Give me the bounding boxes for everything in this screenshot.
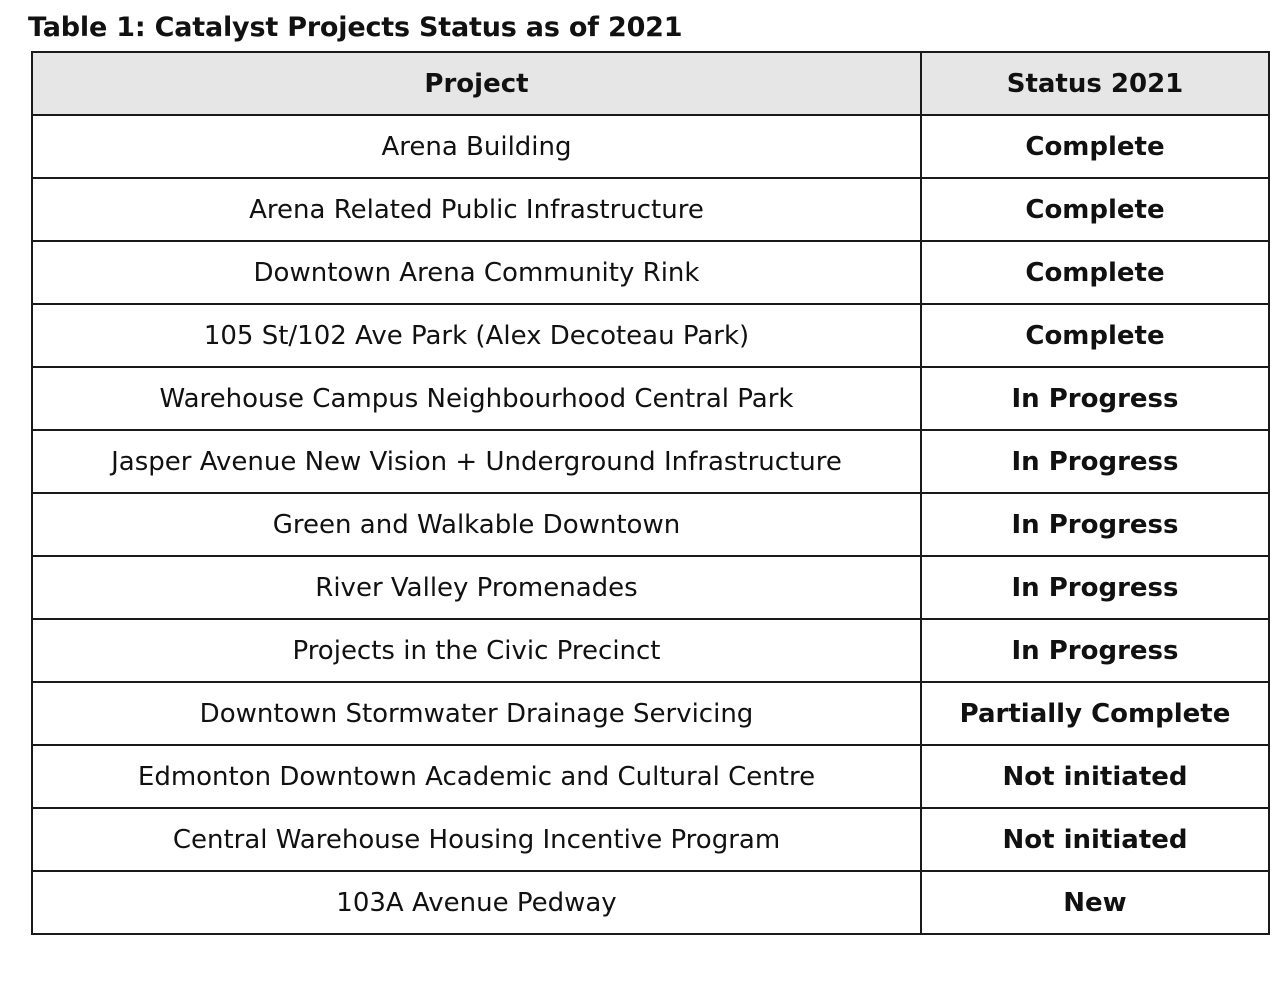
table-row xyxy=(32,745,1269,808)
status-cell: In Progress xyxy=(921,367,1269,430)
table-row xyxy=(32,178,1269,241)
status-cell: Complete xyxy=(921,241,1269,304)
status-cell: New xyxy=(921,871,1269,934)
status-cell: Complete xyxy=(921,178,1269,241)
project-cell: Jasper Avenue New Vision + Underground Infrastructure xyxy=(32,430,921,493)
project-cell: 103A Avenue Pedway xyxy=(32,871,921,934)
project-cell: River Valley Promenades xyxy=(32,556,921,619)
project-cell: Downtown Stormwater Drainage Servicing xyxy=(32,682,921,745)
table-row xyxy=(32,808,1269,871)
table-caption: Table 1: Catalyst Projects Status as of 2021 xyxy=(28,12,683,43)
table-row xyxy=(32,619,1269,682)
status-cell: In Progress xyxy=(921,556,1269,619)
column-header-project: Project xyxy=(32,52,921,115)
status-cell: Complete xyxy=(921,115,1269,178)
table-row xyxy=(32,493,1269,556)
table-row xyxy=(32,682,1269,745)
status-cell: Complete xyxy=(921,304,1269,367)
status-cell: In Progress xyxy=(921,430,1269,493)
status-cell: Not initiated xyxy=(921,745,1269,808)
table-row xyxy=(32,115,1269,178)
table-row xyxy=(32,304,1269,367)
table-row xyxy=(32,871,1269,934)
table-row xyxy=(32,367,1269,430)
table-row xyxy=(32,241,1269,304)
project-cell: Edmonton Downtown Academic and Cultural Centre xyxy=(32,745,921,808)
table-row xyxy=(32,556,1269,619)
project-cell: Green and Walkable Downtown xyxy=(32,493,921,556)
status-cell: Not initiated xyxy=(921,808,1269,871)
status-cell: In Progress xyxy=(921,619,1269,682)
status-cell: In Progress xyxy=(921,493,1269,556)
project-cell: Downtown Arena Community Rink xyxy=(32,241,921,304)
project-cell: Warehouse Campus Neighbourhood Central Park xyxy=(32,367,921,430)
project-cell: Central Warehouse Housing Incentive Program xyxy=(32,808,921,871)
status-cell: Partially Complete xyxy=(921,682,1269,745)
table-row xyxy=(32,430,1269,493)
catalyst-projects-table xyxy=(31,51,1270,935)
table-header-row xyxy=(32,52,1269,115)
column-header-status: Status 2021 xyxy=(921,52,1269,115)
project-cell: Arena Related Public Infrastructure xyxy=(32,178,921,241)
project-cell: Projects in the Civic Precinct xyxy=(32,619,921,682)
project-cell: Arena Building xyxy=(32,115,921,178)
project-cell: 105 St/102 Ave Park (Alex Decoteau Park) xyxy=(32,304,921,367)
